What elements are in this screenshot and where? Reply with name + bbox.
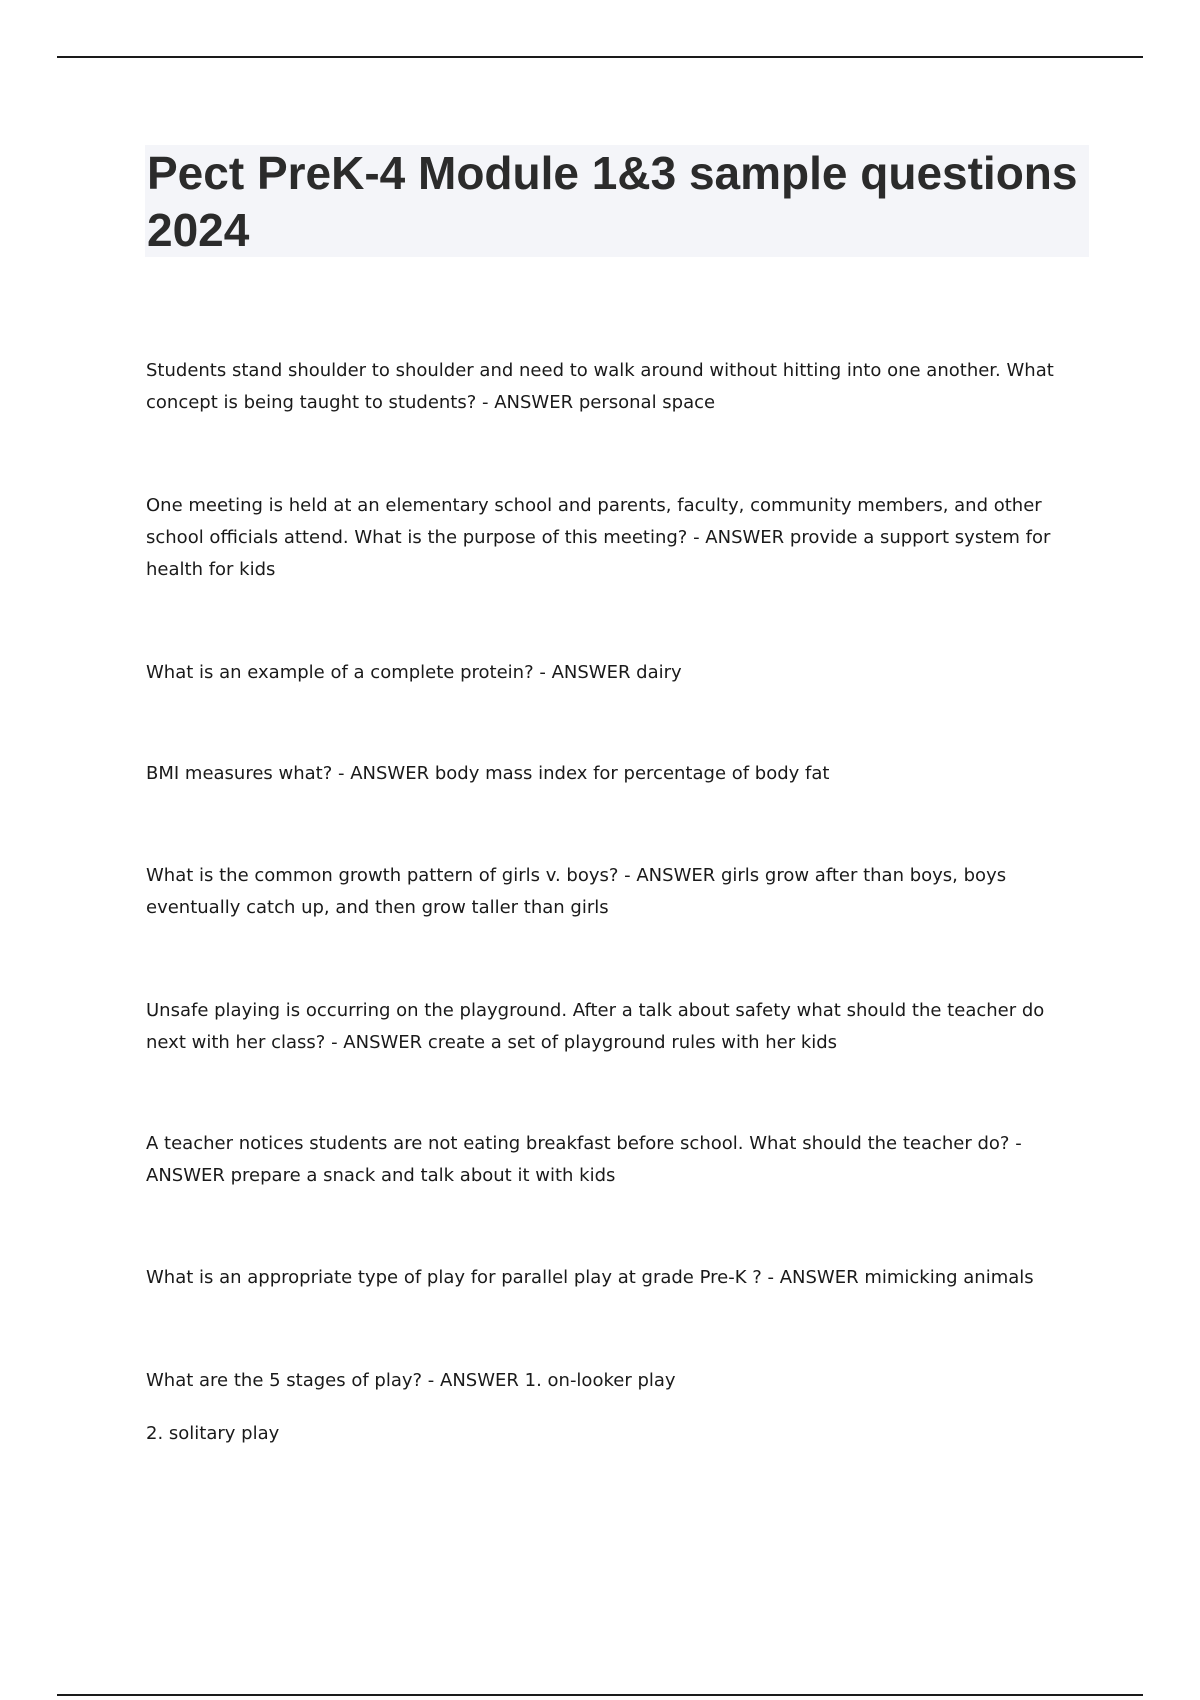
document-title: Pect PreK-4 Module 1&3 sample questions 2024 [147, 147, 1078, 256]
qa-item-5: What is the common growth pattern of girls v. boys? - ANSWER girls grow after than boys, boys eventually catch up, and then grow taller than girls [146, 865, 1007, 918]
qa-item-6: Unsafe playing is occurring on the playground. After a talk about safety what should the teacher do next with her class? - ANSWER create a set of playground rules with her kids [146, 1000, 1045, 1053]
qa-item-3: What is an example of a complete protein? - ANSWER dairy [146, 662, 682, 683]
bottom-rule [57, 1694, 1143, 1696]
qa-item-2: One meeting is held at an elementary school and parents, faculty, community members, and other school officials attend. What is the purpose of this meeting? - ANSWER provide a support system for health for kids [146, 495, 1051, 580]
title-block [145, 145, 1089, 257]
qa-item-4: BMI measures what? - ANSWER body mass index for percentage of body fat [146, 763, 830, 784]
qa-item-7: A teacher notices students are not eating breakfast before school. What should the teacher do? - ANSWER prepare a snack and talk about it with kids [146, 1133, 1022, 1186]
top-rule [57, 56, 1143, 58]
qa-item-8: What is an appropriate type of play for parallel play at grade Pre-K ? - ANSWER mimicking animals [146, 1267, 1034, 1288]
qa-item-9: What are the 5 stages of play? - ANSWER 1. on-looker play [146, 1370, 676, 1391]
qa-item-10: 2. solitary play [146, 1423, 280, 1444]
qa-item-1: Students stand shoulder to shoulder and need to walk around without hitting into one another. What concept is being taught to students? - ANSWER personal space [146, 360, 1054, 413]
